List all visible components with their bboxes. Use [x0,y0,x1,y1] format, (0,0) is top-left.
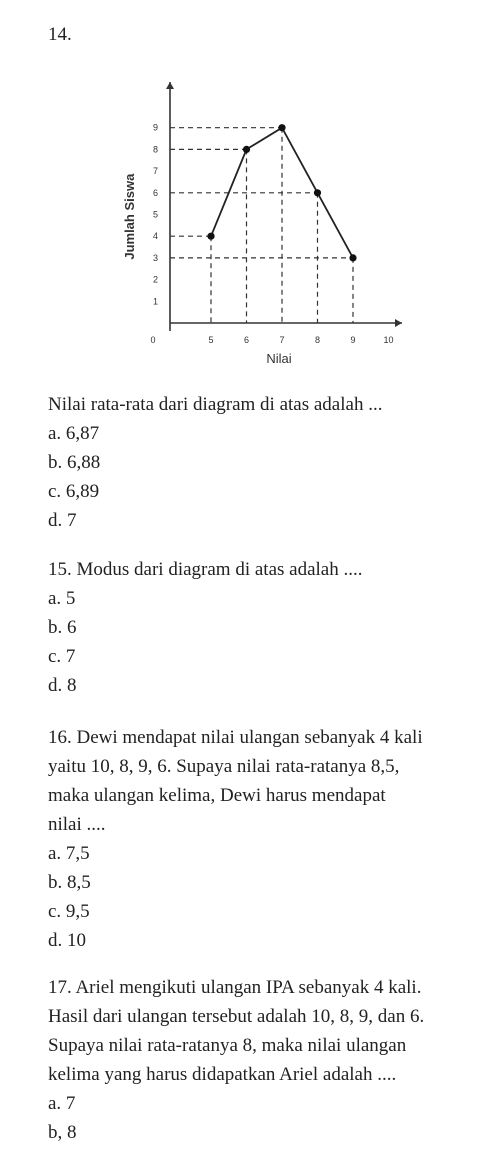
y-tick-label: 6 [152,187,158,198]
option-a: a. 7,5 [48,843,90,864]
option-b: b, 8 [48,1122,77,1143]
data-point [314,189,321,196]
option-b: b. 6 [48,617,77,638]
y-tick-label: 9 [152,122,158,133]
y-tick-label: 7 [152,166,158,177]
y-tick-label: 3 [152,252,158,263]
y-axis-label: Jumlah Siswa [122,173,137,260]
option-d: d. 8 [48,675,77,696]
option-a: a. 6,87 [48,423,100,444]
option-b: b. 8,5 [48,872,91,893]
y-axis-arrow [166,82,174,89]
option-c: c. 6,89 [48,481,100,502]
question-line: nilai .... [48,814,106,835]
y-tick-label: 4 [152,231,158,242]
x-tick-label: 7 [279,335,285,345]
y-tick-label: 8 [152,144,158,155]
x-axis-label: Nilai [266,351,292,366]
option-a: a. 5 [48,588,76,609]
y-tick-label: 5 [152,209,158,220]
x-tick-label: 6 [243,335,250,345]
data-point [207,233,214,240]
question-line: Supaya nilai rata-ratanya 8, maka nilai ulangan [48,1035,407,1056]
x-tick-label: 10 [383,335,394,345]
question-14-text [48,390,488,535]
option-c: c. 9,5 [48,901,90,922]
question-line: kelima yang harus didapatkan Ariel adalah .... [48,1064,397,1085]
x-tick-label: 8 [314,335,321,345]
question-line: maka ulangan kelima, Dewi harus mendapat [48,785,386,806]
question-line: Nilai rata-rata dari diagram di atas adalah ... [48,394,383,415]
x-axis-arrow [395,319,402,327]
question-15 [48,555,488,700]
x-tick-label: 5 [208,335,214,345]
question-line: Hasil dari ulangan tersebut adalah 10, 8, 9, dan 6. [48,1006,425,1027]
option-b: b. 6,88 [48,452,101,473]
question-number-14: 14. [48,24,72,45]
option-c: c. 7 [48,646,76,667]
question-line: 17. Ariel mengikuti ulangan IPA sebanyak 4 kali. [48,977,422,998]
dashed-guides [170,128,353,323]
option-d: d. 7 [48,510,77,531]
y-tick-label: 2 [152,274,158,285]
chart-labels [122,123,394,366]
question-line: 15. Modus dari diagram di atas adalah .... [48,559,363,580]
question-line: yaitu 10, 8, 9, 6. Supaya nilai rata-ratanya 8,5, [48,756,400,777]
y-tick-label: 1 [152,296,158,307]
option-a: a. 7 [48,1093,76,1114]
question-16 [48,723,488,955]
data-point [278,124,285,131]
question-17 [48,973,488,1147]
x-tick-label: 9 [350,335,356,345]
x-tick-label: 0 [150,335,156,345]
chart-axes [166,82,402,331]
question-line: 16. Dewi mendapat nilai ulangan sebanyak 4 kali [48,727,423,748]
data-point [243,146,250,153]
option-d: d. 10 [48,930,86,951]
data-point [349,254,356,261]
line-chart [110,70,420,370]
